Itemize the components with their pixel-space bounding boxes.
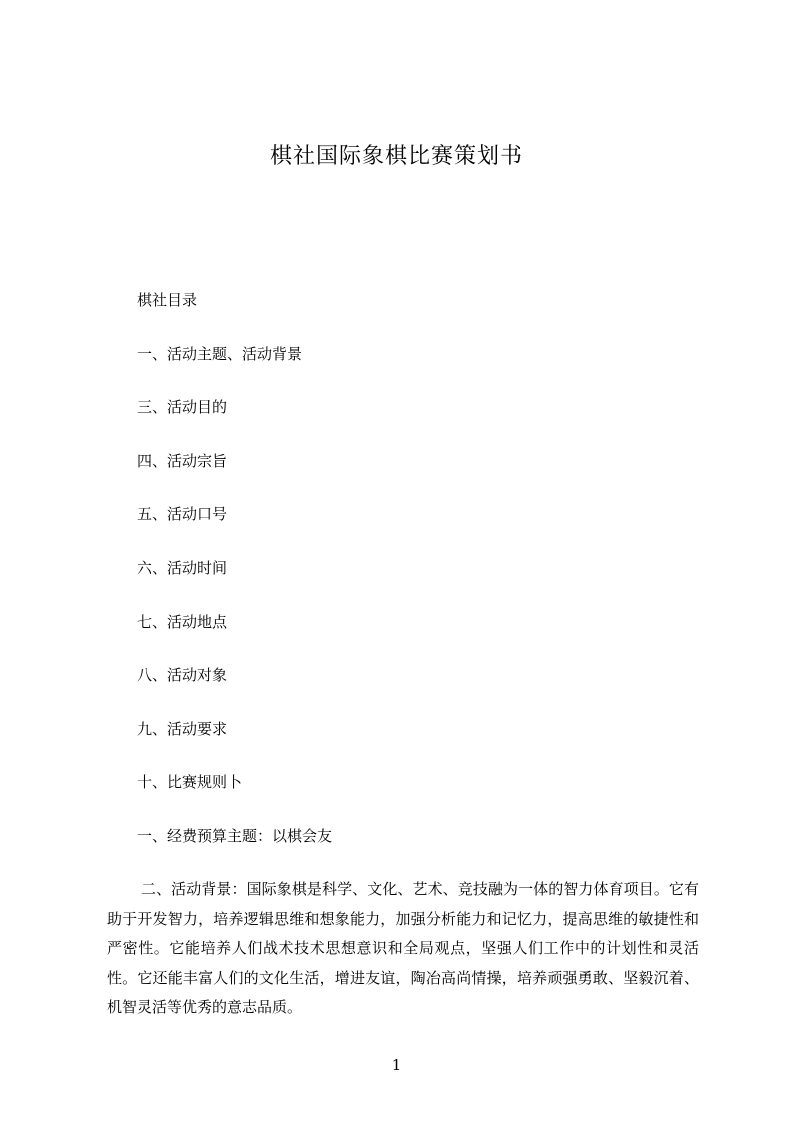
document-title: 棋社国际象棋比赛策划书 bbox=[269, 144, 523, 169]
toc-item-purpose: 三、活动目的 bbox=[137, 398, 228, 417]
toc-item-requirements: 九、活动要求 bbox=[137, 719, 228, 738]
toc-item-slogan: 五、活动口号 bbox=[137, 505, 228, 524]
table-of-contents bbox=[137, 287, 332, 877]
toc-item-budget-theme: 一、经费预算主题：以棋会友 bbox=[137, 826, 333, 845]
toc-item-tenet: 四、活动宗旨 bbox=[137, 451, 228, 470]
page-number: 1 bbox=[391, 1056, 402, 1074]
toc-item-time: 六、活动时间 bbox=[137, 558, 228, 577]
background-paragraph: 二、活动背景：国际象棋是科学、文化、艺术、竞技融为一体的智力体育项目。它有助于开发智力，培养逻辑思维和想象能力，加强分析能力和记忆力，提高思维的敏捷性和严密性。它能培养人们战术技术思想意识和全局观点，坚强人们工作中的计划性和灵活性。它还能丰富人们的文化生活，增进友谊，陶冶高尚情操，培养顽强勇敢、坚毅沉着、机智灵活等优秀的意志品质。 bbox=[107, 880, 699, 1016]
toc-item-rules: 十、比赛规则卜 bbox=[137, 773, 243, 792]
toc-item-theme-background: 一、活动主题、活动背景 bbox=[137, 344, 303, 363]
toc-item-directory: 棋社目录 bbox=[137, 291, 198, 309]
toc-item-location: 七、活动地点 bbox=[137, 612, 228, 631]
toc-item-participants: 八、活动对象 bbox=[137, 666, 228, 685]
